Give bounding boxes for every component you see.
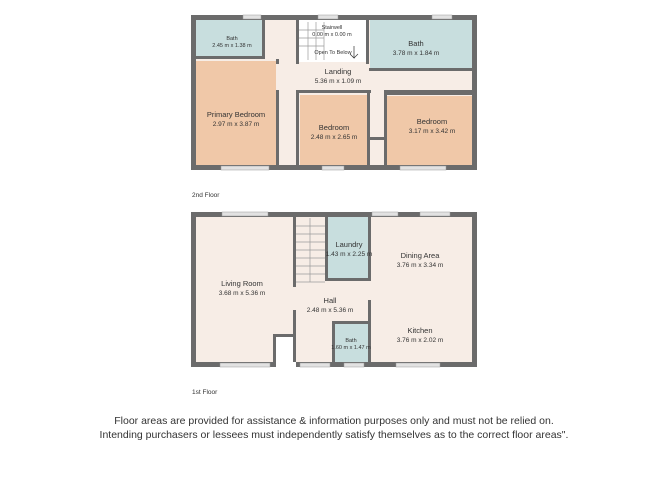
second-floor-plan <box>191 15 477 170</box>
first-floor-plan <box>191 212 477 367</box>
disclaimer <box>0 414 668 442</box>
stairwell-name: Stairwell <box>321 25 343 31</box>
bath-first-dims: 1.60 m x 1.47 m <box>331 345 371 351</box>
kitchen-dims: 3.76 m x 2.02 m <box>396 337 444 344</box>
second-floor-label: 2nd Floor <box>192 192 220 199</box>
primary-bedroom-dims: 2.97 m x 3.87 m <box>212 121 260 128</box>
bedroom-middle-name: Bedroom <box>318 123 350 132</box>
disclaimer-line-1: Floor areas are provided for assistance & information purposes only and must not be relied on. <box>114 415 554 427</box>
dining-area-dims: 3.76 m x 3.34 m <box>396 262 444 269</box>
hall-name: Hall <box>323 296 337 305</box>
disclaimer-line-2: Intending purchasers or lessees must independently satisfy themselves as to the correct floor areas". <box>99 429 569 441</box>
landing-dims: 5.36 m x 1.09 m <box>314 78 362 85</box>
bath-small-name: Bath <box>226 36 238 42</box>
kitchen-name: Kitchen <box>407 326 433 335</box>
bath-first-name: Bath <box>345 338 357 344</box>
bath-large-name: Bath <box>408 39 424 48</box>
living-room-name: Living Room <box>221 279 263 288</box>
laundry-name: Laundry <box>335 240 363 249</box>
dining-area-name: Dining Area <box>400 251 440 260</box>
hall-dims: 2.48 m x 5.36 m <box>306 307 354 314</box>
bedroom-right-name: Bedroom <box>416 117 448 126</box>
bath-large-dims: 3.78 m x 1.84 m <box>392 50 440 57</box>
first-floor-label: 1st Floor <box>192 389 218 396</box>
bedroom-right-dims: 3.17 m x 3.42 m <box>408 128 456 135</box>
primary-bedroom-name: Primary Bedroom <box>206 110 266 119</box>
bath-small-dims: 2.45 m x 1.38 m <box>212 43 252 49</box>
bedroom-middle-dims: 2.48 m x 2.65 m <box>310 134 358 141</box>
laundry-dims: 1.43 m x 2.25 m <box>325 251 373 258</box>
room-landing <box>263 62 370 90</box>
stairwell-dims: 0.00 m x 0.00 m <box>312 32 352 38</box>
landing-name: Landing <box>324 67 352 76</box>
stairwell-note: Open To Below <box>314 50 352 56</box>
living-room-dims: 3.68 m x 5.36 m <box>218 290 266 297</box>
